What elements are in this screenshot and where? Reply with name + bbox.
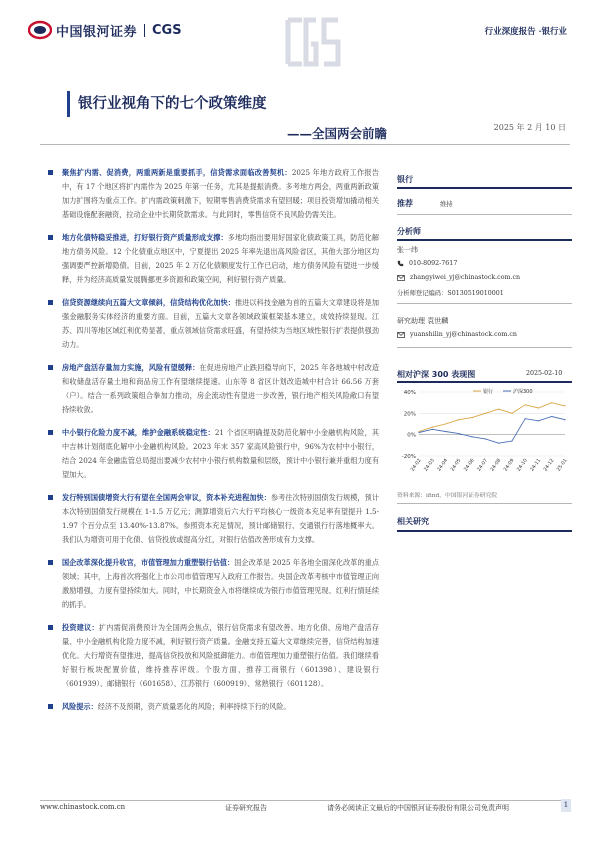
industry-label: 银行 <box>397 175 413 184</box>
chart-title: 相对沪深 300 表现图 <box>397 370 476 379</box>
footer-disclaimer: 请务必阅读正文最后的中国银河证券股份有限公司免责声明 <box>327 804 509 812</box>
bullet-body: 2025 年地方政府工作报告中，有 17 个地区将扩内需作为 2025 年第一任务，尤其是提振消费。多考地方两会，两重两新政策加力扩围将为重点工作。扩内需政策刺激下，短期零售消费贷需求有望回暖；项目投资增加撬动相关基础设施配套融资，拉动企业中长期贷款需求。与此同时，零售信贷不良风险仍需关注。 <box>62 168 379 219</box>
phone-icon <box>397 260 404 267</box>
x-tick-label: 24-06 <box>463 458 476 473</box>
sidebar-divider <box>397 503 572 504</box>
rating-label: 推荐 <box>397 199 413 208</box>
bullet-item <box>62 491 379 547</box>
mail-icon <box>397 275 405 281</box>
bullet-body: 21 个省区明确提及防范化解中小金融机构风险，其中吉林计划彻底化解中小金融机构风险。2023 年末 357 家高风险银行中，96%为农村中小银行，结合 2024 年金融监管总局提出要减少农村中小银行机构数量和层级，预计中小银行兼并重组力度有望加大。 <box>62 428 379 479</box>
footer-center: 证券研究报告 <box>225 804 267 812</box>
x-tick-label: 24-08 <box>490 458 503 473</box>
logo-english-name: CGS <box>152 22 182 38</box>
bullet-body: 扩内需促消费预计为全国两会焦点，银行信贷需求有望改善。地方化债、房地产盘活存量、中小金融机构化险力度不减，利好银行资产质量。金融支持五篇大文章继续完善，信贷结构加速优化。大行增资有望推进，提高信贷投放和风险抵御能力。市值管理加力重塑银行估值。我们继续看好银行板块配置价值，维持推荐评级。个股方面，推荐工商银行（601398）、建设银行（601939）、邮储银行（601658）、江苏银行（600919）、常熟银行（601128）。 <box>62 623 379 688</box>
logo-chinese-name: 中国银河证券 <box>56 24 138 40</box>
report-title: 银行业视角下的七个政策维度 <box>78 96 267 112</box>
data-point <box>498 408 499 409</box>
y-tick-label: 0% <box>407 432 416 439</box>
bullet-heading: 投资建议： <box>62 623 99 632</box>
x-tick-label: 24-11 <box>529 458 543 473</box>
email-address[interactable]: zhangyiwei_yj@chinastock.com.cn <box>410 274 521 281</box>
footer-divider <box>40 800 570 801</box>
bullet-heading: 发行特别国债增资大行有望在全国两会审议，资本补充进程加快： <box>62 493 271 502</box>
x-tick-label: 24-12 <box>543 458 556 473</box>
report-subtitle: ——全国两会前瞻 <box>287 126 388 141</box>
data-point <box>511 413 512 414</box>
bullet-item <box>62 361 379 417</box>
data-point <box>511 440 512 441</box>
analyst-name: 张一纬 <box>397 246 418 254</box>
logo-divider <box>144 24 145 37</box>
data-point <box>564 405 565 406</box>
analyst-license: 分析师登记编码：S0130519010001 <box>397 290 504 297</box>
relative-performance-chart <box>397 386 572 480</box>
x-tick-label: 24-04 <box>437 458 450 473</box>
analyst-email[interactable] <box>397 274 520 281</box>
sidebar-divider <box>397 239 572 241</box>
x-tick-label: 24-02 <box>410 458 423 473</box>
bullet-heading: 房地产盘活存量加力实施，风险有望缓释： <box>62 363 200 372</box>
bullet-body: 在促进房地产止跌回稳导向下，2025 年各地城中村改造和收储盘活存量土地和商品房工作有望继续提速。山东等 8 省区计划改造城中村合计 66.56 万套（户）。结合一系列政策组合拳加力推动，房企流动性有望进一步改善，银行地产相关风险敞口有望持续收敛。 <box>62 363 379 414</box>
research-assistant: 研究助理 袁世麟 <box>397 317 449 325</box>
data-point <box>498 443 499 444</box>
data-point <box>551 402 552 403</box>
bullet-heading: 信贷资源继续向五篇大文章倾斜，信贷结构优化加快： <box>62 298 235 307</box>
data-point <box>432 429 433 430</box>
assistant-email[interactable] <box>397 331 517 338</box>
bullet-item <box>62 700 379 714</box>
y-tick-label: 40% <box>403 390 416 396</box>
bullet-heading: 中小银行化险力度不减，维护金融系统稳定性： <box>62 428 215 437</box>
page-number: 1 <box>561 799 571 812</box>
bullet-item <box>62 556 379 612</box>
x-tick-label: 24-05 <box>450 458 463 473</box>
x-tick-label: 24-10 <box>516 458 529 473</box>
data-point <box>458 419 459 420</box>
data-point <box>471 436 472 437</box>
sidebar-divider <box>397 347 572 348</box>
series-line-bank <box>419 403 565 432</box>
sidebar-divider <box>397 530 572 532</box>
data-point <box>485 438 486 439</box>
x-tick-label: 24-07 <box>476 458 490 473</box>
data-point <box>418 431 419 432</box>
bullet-item <box>62 426 379 482</box>
chart-date: 2025-02-10 <box>526 370 563 377</box>
report-type: 行业深度报告 ·银行业 <box>484 27 567 37</box>
data-point <box>445 431 446 432</box>
rating-value: 维持 <box>440 201 453 208</box>
title-divider <box>40 144 570 145</box>
galaxy-logo-icon <box>28 20 52 40</box>
legend-label: 沪深300 <box>513 389 533 395</box>
footer-url[interactable]: www.chinastock.com.cn <box>40 803 126 811</box>
related-research-title: 相关研究 <box>397 517 429 526</box>
legend-label: 银行 <box>483 389 494 395</box>
y-tick-label: 20% <box>403 411 416 418</box>
data-point <box>564 419 565 420</box>
data-point <box>525 418 526 419</box>
bullet-body: 推进以科技金融为首的五篇大文章建设将是加强金融服务实体经济的重要方面。目前，五篇大文章各领域政策框架基本建立，成效持续显现。江苏、四川等地区域红利优势显著，重点领域信贷需求旺盛，有望持续为当地区域性银行扩表提供强劲动力。 <box>62 298 379 349</box>
y-tick-label: -20% <box>401 454 416 460</box>
bullet-heading: 国企改革深化提升收官，市值管理加力重塑银行估值： <box>62 558 235 567</box>
mail-icon <box>397 332 405 338</box>
bullet-body: 参考往次特别国债发行规模，预计本次特别国债发行规模在 1-1.5 万亿元；测算增资后六大行平均核心一级资本充足率有望提升 1.5-1.97 个百分点至 13.40%-13.87%。参照资本充足情况，预计邮储银行、交通银行行落地概率大。我们认为增资可用于化债、信贷投放或提高分红，对银行估值改善形成有力支撑。 <box>62 493 379 544</box>
data-point <box>432 427 433 428</box>
key-points <box>62 166 379 723</box>
sidebar-divider <box>397 187 572 189</box>
data-point <box>471 417 472 418</box>
phone-number: 010-8092-7617 <box>409 260 458 267</box>
analyst-phone <box>397 260 457 267</box>
sidebar-divider <box>397 214 572 215</box>
data-point <box>458 433 459 434</box>
title-accent-bar <box>67 91 70 117</box>
chart-source: 资料来源：ifind，中国银河证券研究院 <box>397 493 498 499</box>
data-point <box>445 423 446 424</box>
data-point <box>551 416 552 417</box>
cgs-watermark-icon <box>278 12 350 72</box>
bullet-body: 国企改革是 2025 年各地全面深化改革的重点领域；其中，上海首次将强化上市公司市值管理写入政府工作报告。央国企改革考核中市值管理正向激励增强，力度有望持续加大。同时，中长期资金入市将继续成为银行市值管理见现、红利行情延续的抓手。 <box>62 558 379 609</box>
x-tick-label: 25-01 <box>556 458 569 473</box>
x-tick-label: 24-09 <box>503 458 516 473</box>
bullet-body: 多地均指出要用好国家化债政策工具，防范化解地方债务风险。12 个化债重点地区中，宁夏提出 2025 年率先退出高风险省区，其他大部分地区均强调要严控新增隐债。目前，2025 年 2 万亿化债额度发行工作已启动，地方债务风险有望进一步缓释，并为经济高质量发展腾挪更多资源和政策空间，利好银行资产质量。 <box>62 233 379 284</box>
data-point <box>538 407 539 408</box>
data-point <box>485 413 486 414</box>
report-date: 2025 年 2 月 10 日 <box>493 123 566 132</box>
bullet-item <box>62 166 379 222</box>
data-point <box>418 432 419 433</box>
sidebar-divider <box>397 381 572 383</box>
series-line-csi300 <box>419 417 565 444</box>
sidebar-divider <box>397 303 572 304</box>
bullet-item <box>62 231 379 287</box>
bullet-heading: 聚焦扩内需、促消费，两重两新是重要抓手，信贷需求面临改善契机： <box>62 168 292 177</box>
bullet-heading: 地方化债特稳妥推进，打好银行资产质量形成支撑： <box>62 233 228 242</box>
bullet-item <box>62 621 379 691</box>
bullet-item <box>62 296 379 352</box>
assistant-email-address[interactable]: yuanshilin_yj@chinastock.com.cn <box>410 331 517 338</box>
brand-logo <box>28 20 182 40</box>
data-point <box>538 420 539 421</box>
bullet-heading: 风险提示： <box>62 702 98 711</box>
analyst-section-title: 分析师 <box>397 227 421 236</box>
bullet-body: 经济不及预期，资产质量恶化的风险；利率持续下行的风险。 <box>97 702 291 711</box>
x-tick-label: 24-03 <box>423 458 436 473</box>
data-point <box>525 404 526 405</box>
